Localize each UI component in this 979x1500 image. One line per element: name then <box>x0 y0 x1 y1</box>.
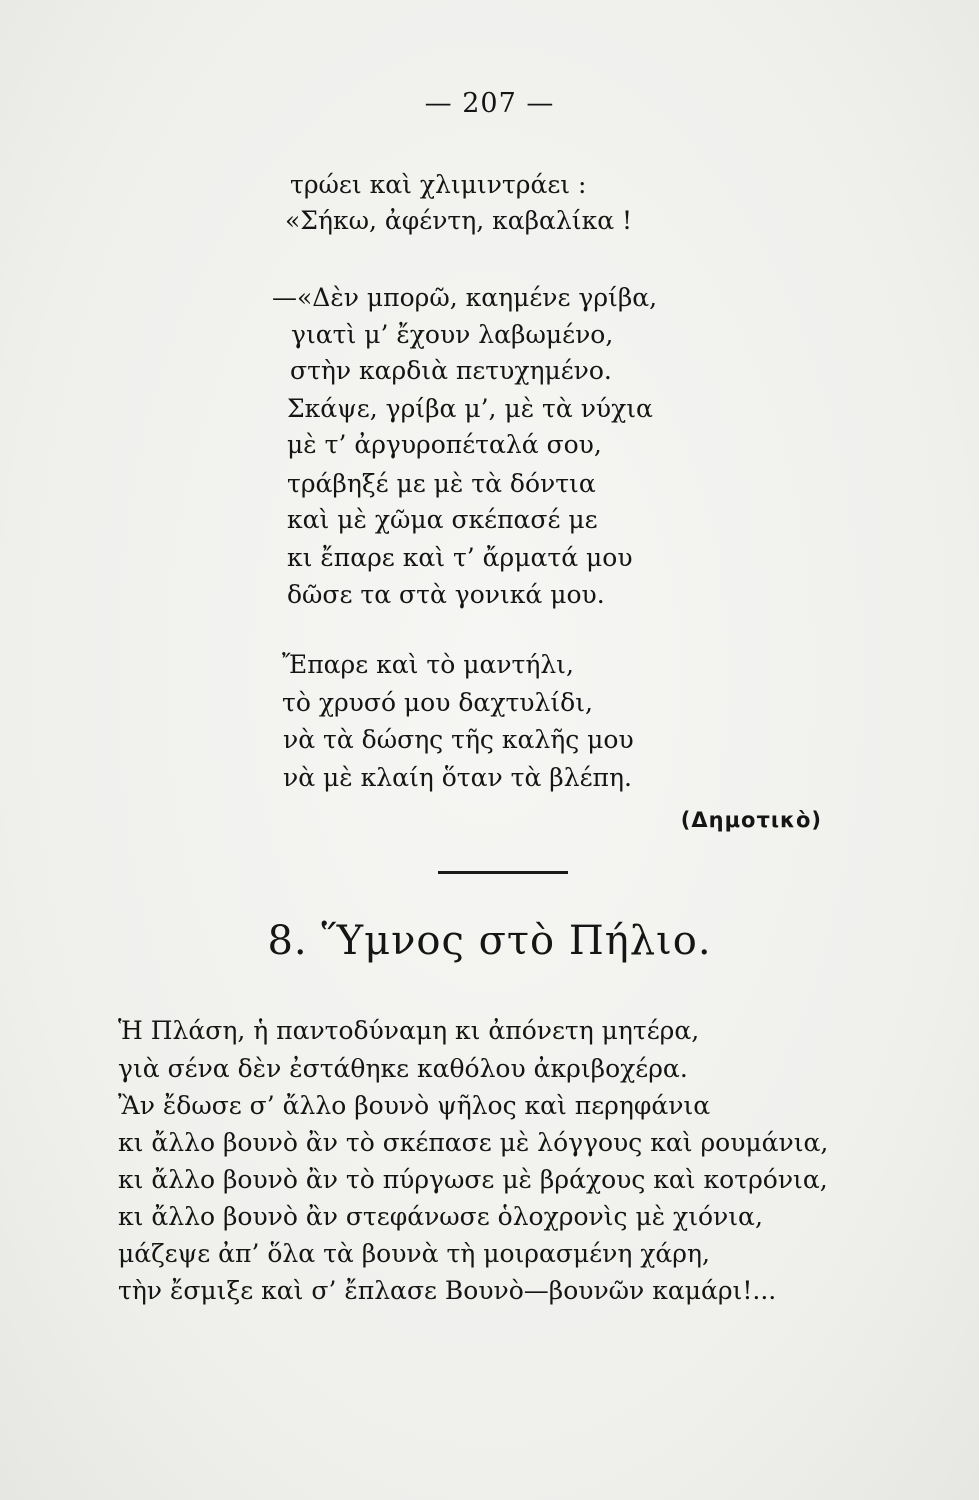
poem-line: «Σήκω, ἀφέντη, καβαλίκα ! <box>285 206 633 235</box>
text-line: Ἂν ἔδωσε σ’ ἄλλο βουνὸ ψῆλος καὶ περηφάνια <box>118 1091 711 1120</box>
page-number: — 207 — <box>424 88 555 119</box>
poem-line: τράβηξέ με μὲ τὰ δόντια <box>287 469 596 498</box>
text-line: γιὰ σένα δὲν ἐστάθηκε καθόλου ἀκριβοχέρα. <box>118 1054 688 1083</box>
poem-line: —«Δὲν μπορῶ, καημένε γρίβα, <box>272 283 658 312</box>
poem-line: Σκάψε, γρίβα μ’, μὲ τὰ νύχια <box>287 394 653 423</box>
text-line: τὴν ἔσμιξε καὶ σ’ ἔπλασε Βουνὸ—βουνῶν καμάρι!... <box>118 1276 777 1305</box>
poem-line: κι ἔπαρε καὶ τ’ ἄρματά μου <box>287 543 633 572</box>
text-line: κι ἄλλο βουνὸ ἂν στεφάνωσε ὁλοχρονὶς μὲ χιόνια, <box>118 1202 763 1231</box>
poem-line: Ἔπαρε καὶ τὸ μαντήλι, <box>282 650 574 679</box>
poem-line: δῶσε τα στὰ γονικά μου. <box>287 580 605 609</box>
section-heading: 8. Ὕμνος στὸ Πήλιο. <box>267 918 712 964</box>
text-line: κι ἄλλο βουνὸ ἂν τὸ πύργωσε μὲ βράχους καὶ κοτρόνια, <box>118 1165 828 1194</box>
section-divider <box>438 871 568 874</box>
text-line: Ἡ Πλάση, ἡ παντοδύναμη κι ἀπόνετη μητέρα, <box>118 1016 700 1045</box>
text-line: μάζεψε ἀπ’ ὅλα τὰ βουνὰ τὴ μοιρασμένη χάρη, <box>118 1239 710 1268</box>
poem-line: τρώει καὶ χλιμιντράει : <box>290 170 587 199</box>
poem-line: νὰ μὲ κλαίη ὅταν τὰ βλέπη. <box>283 763 632 792</box>
poem-line: στὴν καρδιὰ πετυχημένο. <box>290 356 612 385</box>
poem-attribution: (Δημοτικὸ) <box>680 808 822 832</box>
poem-line: νὰ τὰ δώσης τῆς καλῆς μου <box>283 725 634 754</box>
poem-line: γιατὶ μ’ ἔχουν λαβωμένο, <box>291 320 614 349</box>
poem-line: καὶ μὲ χῶμα σκέπασέ με <box>287 505 598 534</box>
poem-line: μὲ τ’ ἀργυροπέταλά σου, <box>287 430 602 459</box>
text-line: κι ἄλλο βουνὸ ἂν τὸ σκέπασε μὲ λόγγους καὶ ρουμάνια, <box>118 1128 829 1157</box>
poem-line: τὸ χρυσό μου δαχτυλίδι, <box>282 688 593 717</box>
